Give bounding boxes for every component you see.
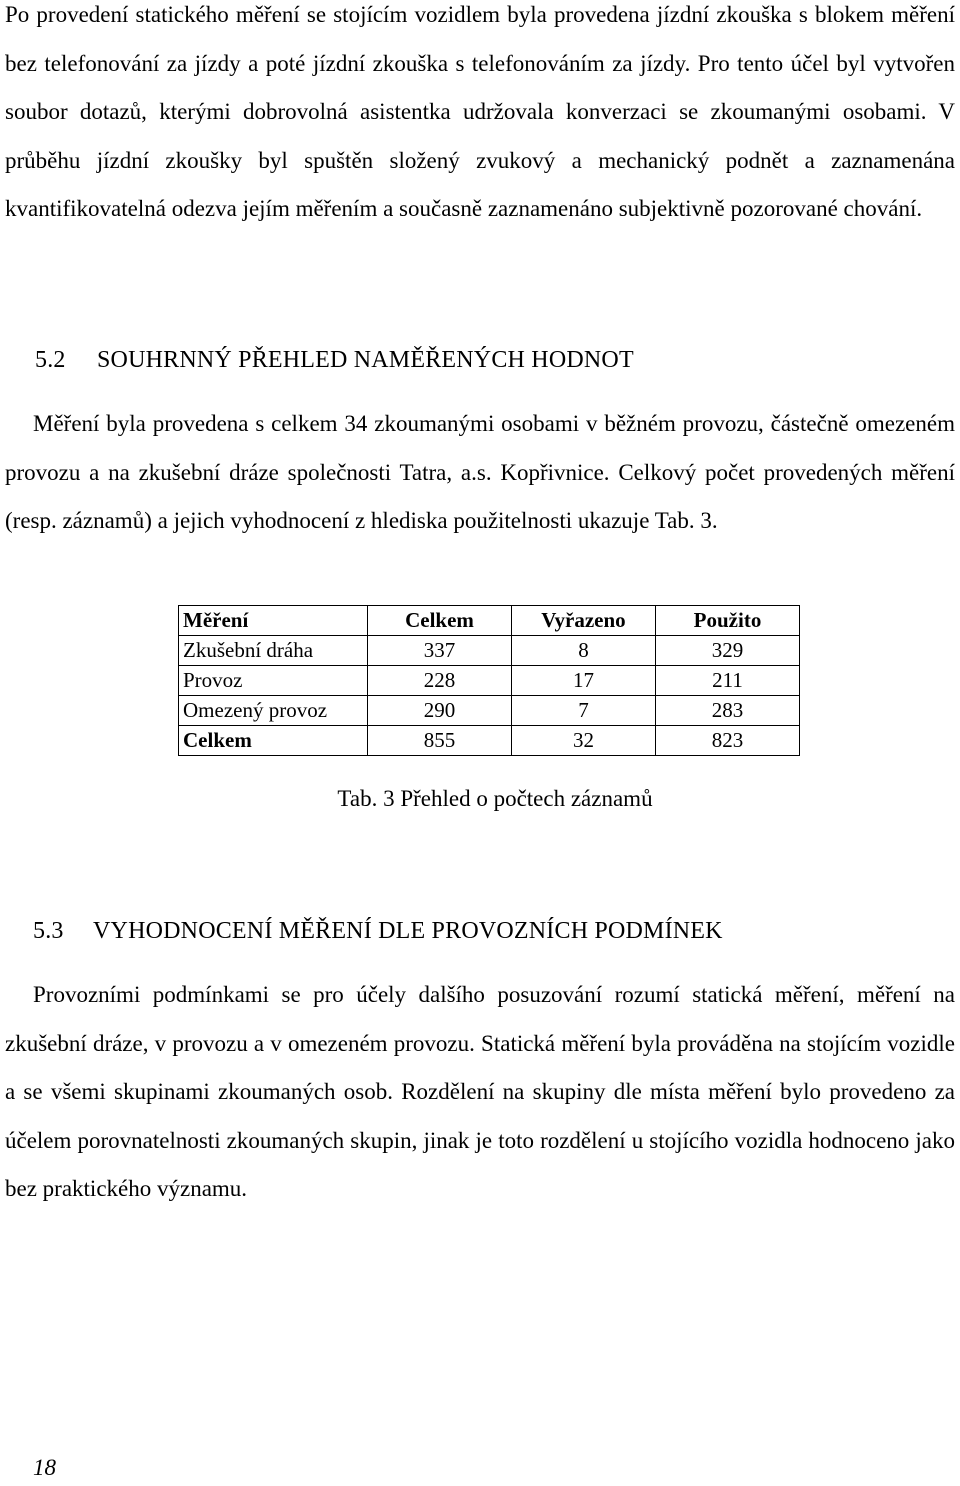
table-row (179, 636, 800, 666)
table-header-cell: Měření (179, 606, 368, 636)
table-cell: 7 (512, 696, 656, 726)
section-heading-5-3 (33, 918, 723, 945)
table-cell: 823 (656, 726, 800, 756)
table-header-cell: Vyřazeno (512, 606, 656, 636)
summary-paragraph: Měření byla provedena s celkem 34 zkoumanými osobami v běžném provozu, částečně omezeném provozu a na zkušební dráze společnosti Tatra, a.s. Kopřivnice. Celkový počet provedených měření (resp. záznamů) a jejich vyhodnocení z hlediska použitelnosti ukazuje Tab. 3. (5, 411, 955, 534)
section-title: VYHODNOCENÍ MĚŘENÍ DLE PROVOZNÍCH PODMÍNEK (93, 918, 723, 944)
table-cell: Omezený provoz (179, 696, 368, 726)
table-caption: Tab. 3 Přehled o počtech záznamů (337, 786, 653, 811)
table-header-cell: Celkem (368, 606, 512, 636)
table-cell: Celkem (179, 726, 368, 756)
table-cell: 329 (656, 636, 800, 666)
table-cell: 32 (512, 726, 656, 756)
page-number: 18 (33, 1455, 56, 1480)
table-cell: 290 (368, 696, 512, 726)
table-cell: 228 (368, 666, 512, 696)
table-row (179, 666, 800, 696)
table-header-row (179, 606, 800, 636)
intro-paragraph: Po provedení statického měření se stojícím vozidlem byla provedena jízdní zkouška s blokem měření bez telefonování za jízdy a poté jízdní zkouška s telefonováním za jízdy. Pro tento účel byl vytvořen soubor dotazů, kterými dobrovolná asistentka udržovala konverzaci se zkoumanými osobami. V průběhu jízdní zkoušky byl spuštěn složený zvukový a mechanický podnět a zaznamenána kvantifikovatelná odezva jejím měřením a současně zaznamenáno subjektivně pozorované chování. (5, 2, 955, 222)
table-cell: 8 (512, 636, 656, 666)
table-header-cell: Použito (656, 606, 800, 636)
section-number: 5.3 (33, 918, 64, 944)
section-number: 5.2 (35, 347, 66, 373)
table-cell: 17 (512, 666, 656, 696)
records-table (178, 605, 800, 756)
table-cell: 283 (656, 696, 800, 726)
table-cell: Zkušební dráha (179, 636, 368, 666)
table-total-row (179, 726, 800, 756)
table-cell: 337 (368, 636, 512, 666)
table-cell: Provoz (179, 666, 368, 696)
table-cell: 211 (656, 666, 800, 696)
section-heading-5-2 (35, 347, 634, 374)
section-title: SOUHRNNÝ PŘEHLED NAMĚŘENÝCH HODNOT (97, 347, 634, 373)
conditions-paragraph: Provozními podmínkami se pro účely dalšího posuzování rozumí statická měření, měření na zkušební dráze, v provozu a v omezeném provozu. Statická měření byla prováděna na stojícím vozidle a se všemi skupinami zkoumaných osob. Rozdělení na skupiny dle místa měření bylo provedeno za účelem porovnatelnosti zkoumaných skupin, jinak je toto rozdělení u stojícího vozidla hodnoceno jako bez praktického významu. (5, 982, 955, 1202)
table-cell: 855 (368, 726, 512, 756)
table-row (179, 696, 800, 726)
